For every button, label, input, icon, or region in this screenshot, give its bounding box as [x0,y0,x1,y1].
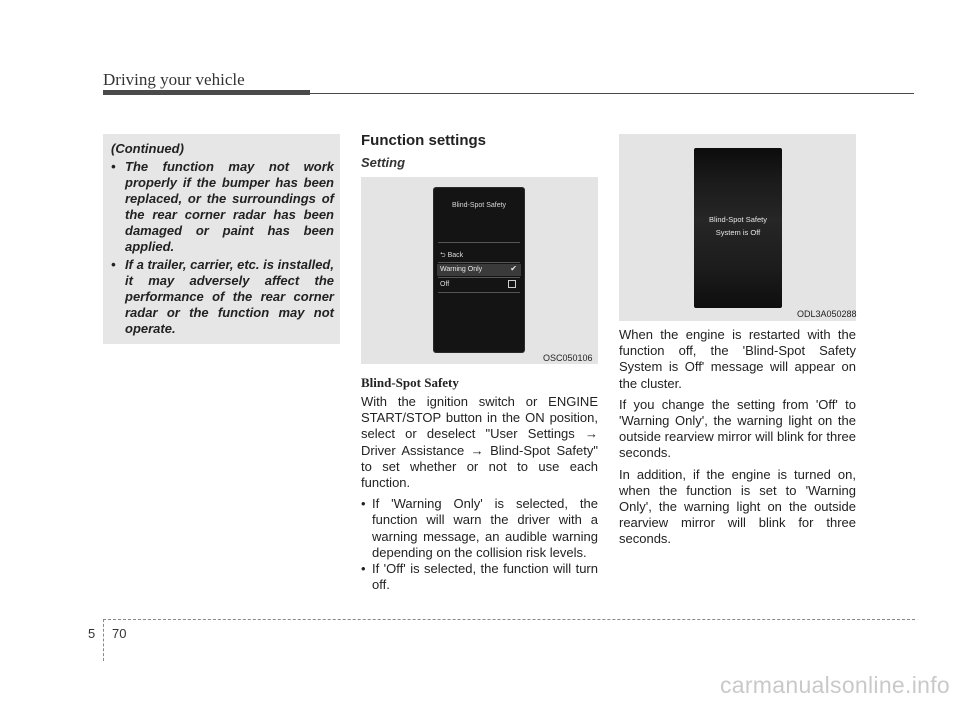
footer-divider [103,619,915,620]
screen-divider [438,292,520,293]
chapter-number: 5 [88,626,96,641]
bullet-icon: • [361,561,366,577]
page-number: 70 [112,626,127,641]
figure-code: ODL3A050288 [797,309,857,319]
screen-divider [438,242,520,243]
cluster-message-screen [694,148,782,308]
header-rule-thick [103,90,310,95]
back-menu-item: ⮌ Back [440,252,464,259]
screen-message-line2: System is Off [715,228,761,237]
note-bullet-text: If a trailer, carrier, etc. is installed, it may adversely affect the performance of the rear corner radar or the function may not operate. [125,257,334,336]
screen-divider [438,277,520,278]
empty-checkbox-icon [508,280,516,288]
paragraph-3: In addition, if the engine is turned on, when the function is set to 'Warning Only', the warning light on the outside rearview mirror will blink for three seconds. [619,466,856,547]
section-title: Function settings [361,132,486,149]
paragraph-1: When the engine is restarted with the function off, the 'Blind-Spot Safety System is Off' message will appear on the cluster. [619,327,856,391]
bullet-icon: • [111,257,116,272]
intro-paragraph: With the ignition switch or ENGINE START/STOP button in the ON position, select or deselect "User Settings → Driver Assistance → Blind-Spot Safety" to set whether or not to use each function. [361,394,598,491]
section-subtitle: Setting [361,155,406,170]
bullet-icon: • [111,159,116,174]
paragraph-2: If you change the setting from 'Off' to 'Warning Only', the warning light on the outside rearview mirror will blink for three seconds. [619,396,856,461]
screen-message-line1: Blind-Spot Safety [709,215,767,224]
note-heading: (Continued) [111,141,184,156]
body-column-text [361,394,598,593]
body-bullet-text: If 'Off' is selected, the function will turn off. [372,561,598,593]
body-bullet [361,496,598,561]
body-bullet-text: If 'Warning Only' is selected, the function will warn the driver with a warning message, an audible warning depending on the collision risk levels. [372,496,598,560]
bullet-icon: • [361,496,366,512]
screen-title: Blind-Spot Safety [451,202,507,209]
note-bullet [111,257,334,337]
header-rule-thin [310,93,914,94]
option-off: Off [440,281,450,288]
cluster-settings-screen [434,188,524,352]
system-off-figure [619,134,856,321]
watermark: carmanualsonline.info [719,672,950,698]
footer-vertical-divider [103,619,104,661]
note-bullet [111,159,334,255]
settings-screen-figure [361,177,598,364]
screen-divider [438,262,520,263]
blind-spot-heading: Blind-Spot Safety [361,375,459,390]
body-bullet [361,561,598,593]
option-warning-only: Warning Only [440,266,483,273]
note-bullet-text: The function may not work properly if the bumper has been replaced, or the surroundings of the rear corner radar has been damaged or paint has been applied. [125,159,334,254]
figure-code: OSC050106 [543,353,593,363]
back-arrow-icon: ⮌ [440,252,448,259]
page-header-title: Driving your vehicle [103,70,245,89]
continued-note-box [103,134,340,344]
checkmark-icon: ✔ [510,264,517,273]
right-column-text [619,327,856,548]
